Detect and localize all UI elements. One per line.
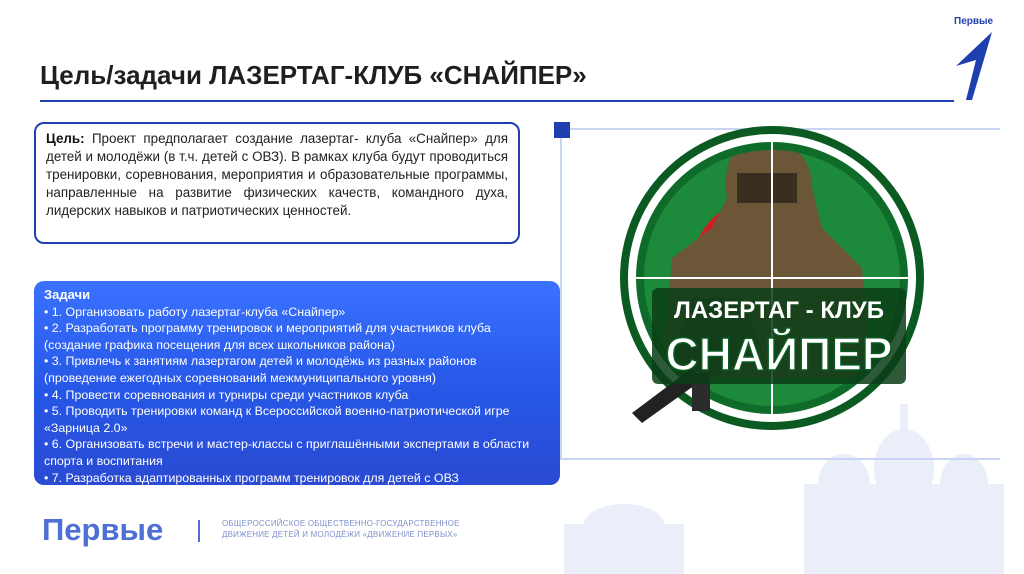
image-frame-left (560, 128, 562, 458)
task-item: • 6. Организовать встречи и мастер-классы с приглашёнными экспертами в области спорта и воспитания (44, 437, 530, 468)
sniper-club-logo (612, 118, 932, 448)
footer-line2: ДВИЖЕНИЕ ДЕТЕЙ И МОЛОДЁЖИ «ДВИЖЕНИЕ ПЕРВЫХ» (222, 530, 458, 539)
task-item: • 4. Провести соревнования и турниры среди участников клуба (44, 387, 409, 402)
footer-separator (198, 520, 200, 542)
title-underline (40, 100, 954, 102)
slide-title: Цель/задачи ЛАЗЕРТАГ-КЛУБ «СНАЙПЕР» (40, 60, 587, 90)
footer-org-text (222, 518, 460, 540)
task-item: • 7. Разработка адаптированных программ тренировок для детей с ОВЗ (44, 470, 459, 485)
first-logo-icon (948, 16, 1004, 102)
logo-line2: СНАЙПЕР (665, 328, 893, 380)
goal-label: Цель: (46, 131, 85, 146)
top-brand-label: Первые (954, 16, 994, 27)
top-brand-logo (948, 16, 1004, 102)
footer-line1: ОБЩЕРОССИЙСКОЕ ОБЩЕСТВЕННО-ГОСУДАРСТВЕННОЕ (222, 519, 460, 528)
goal-box (34, 122, 520, 244)
tasks-box (34, 281, 560, 485)
task-item: • 1. Организовать работу лазертаг-клуба «Снайпер» (44, 304, 346, 319)
tasks-list (44, 304, 550, 487)
tasks-title: Задачи (44, 287, 91, 302)
image-frame-bottom (560, 458, 1000, 460)
task-item: • 5. Проводить тренировки команд к Всероссийской военно-патриотической игре «Зарница 2.0» (44, 404, 510, 435)
footer-brand: Первые (42, 512, 164, 547)
frame-corner-square (554, 122, 570, 138)
logo-line1: ЛАЗЕРТАГ - КЛУБ (674, 297, 884, 324)
task-item: • 3. Привлечь к занятиям лазертагом детей и молодёжь из разных районов (проведение ежегодных соревнований межмуниципального уровня) (44, 354, 477, 385)
task-item: • 2. Разработать программу тренировок и мероприятий для участников клуба (создание графика посещения для всех школьников района) (44, 321, 491, 352)
goal-text: Проект предполагает создание лазертаг- клуба «Снайпер» для детей и молодёжи (в т.ч. детей с ОВЗ). В рамках клуба будут проводиться тренировки, соревнования, мероприятия и образовательные программы, направленные на развитие физических качеств, командного духа, лидерских навыков и патриотических ценностей. (46, 131, 508, 218)
